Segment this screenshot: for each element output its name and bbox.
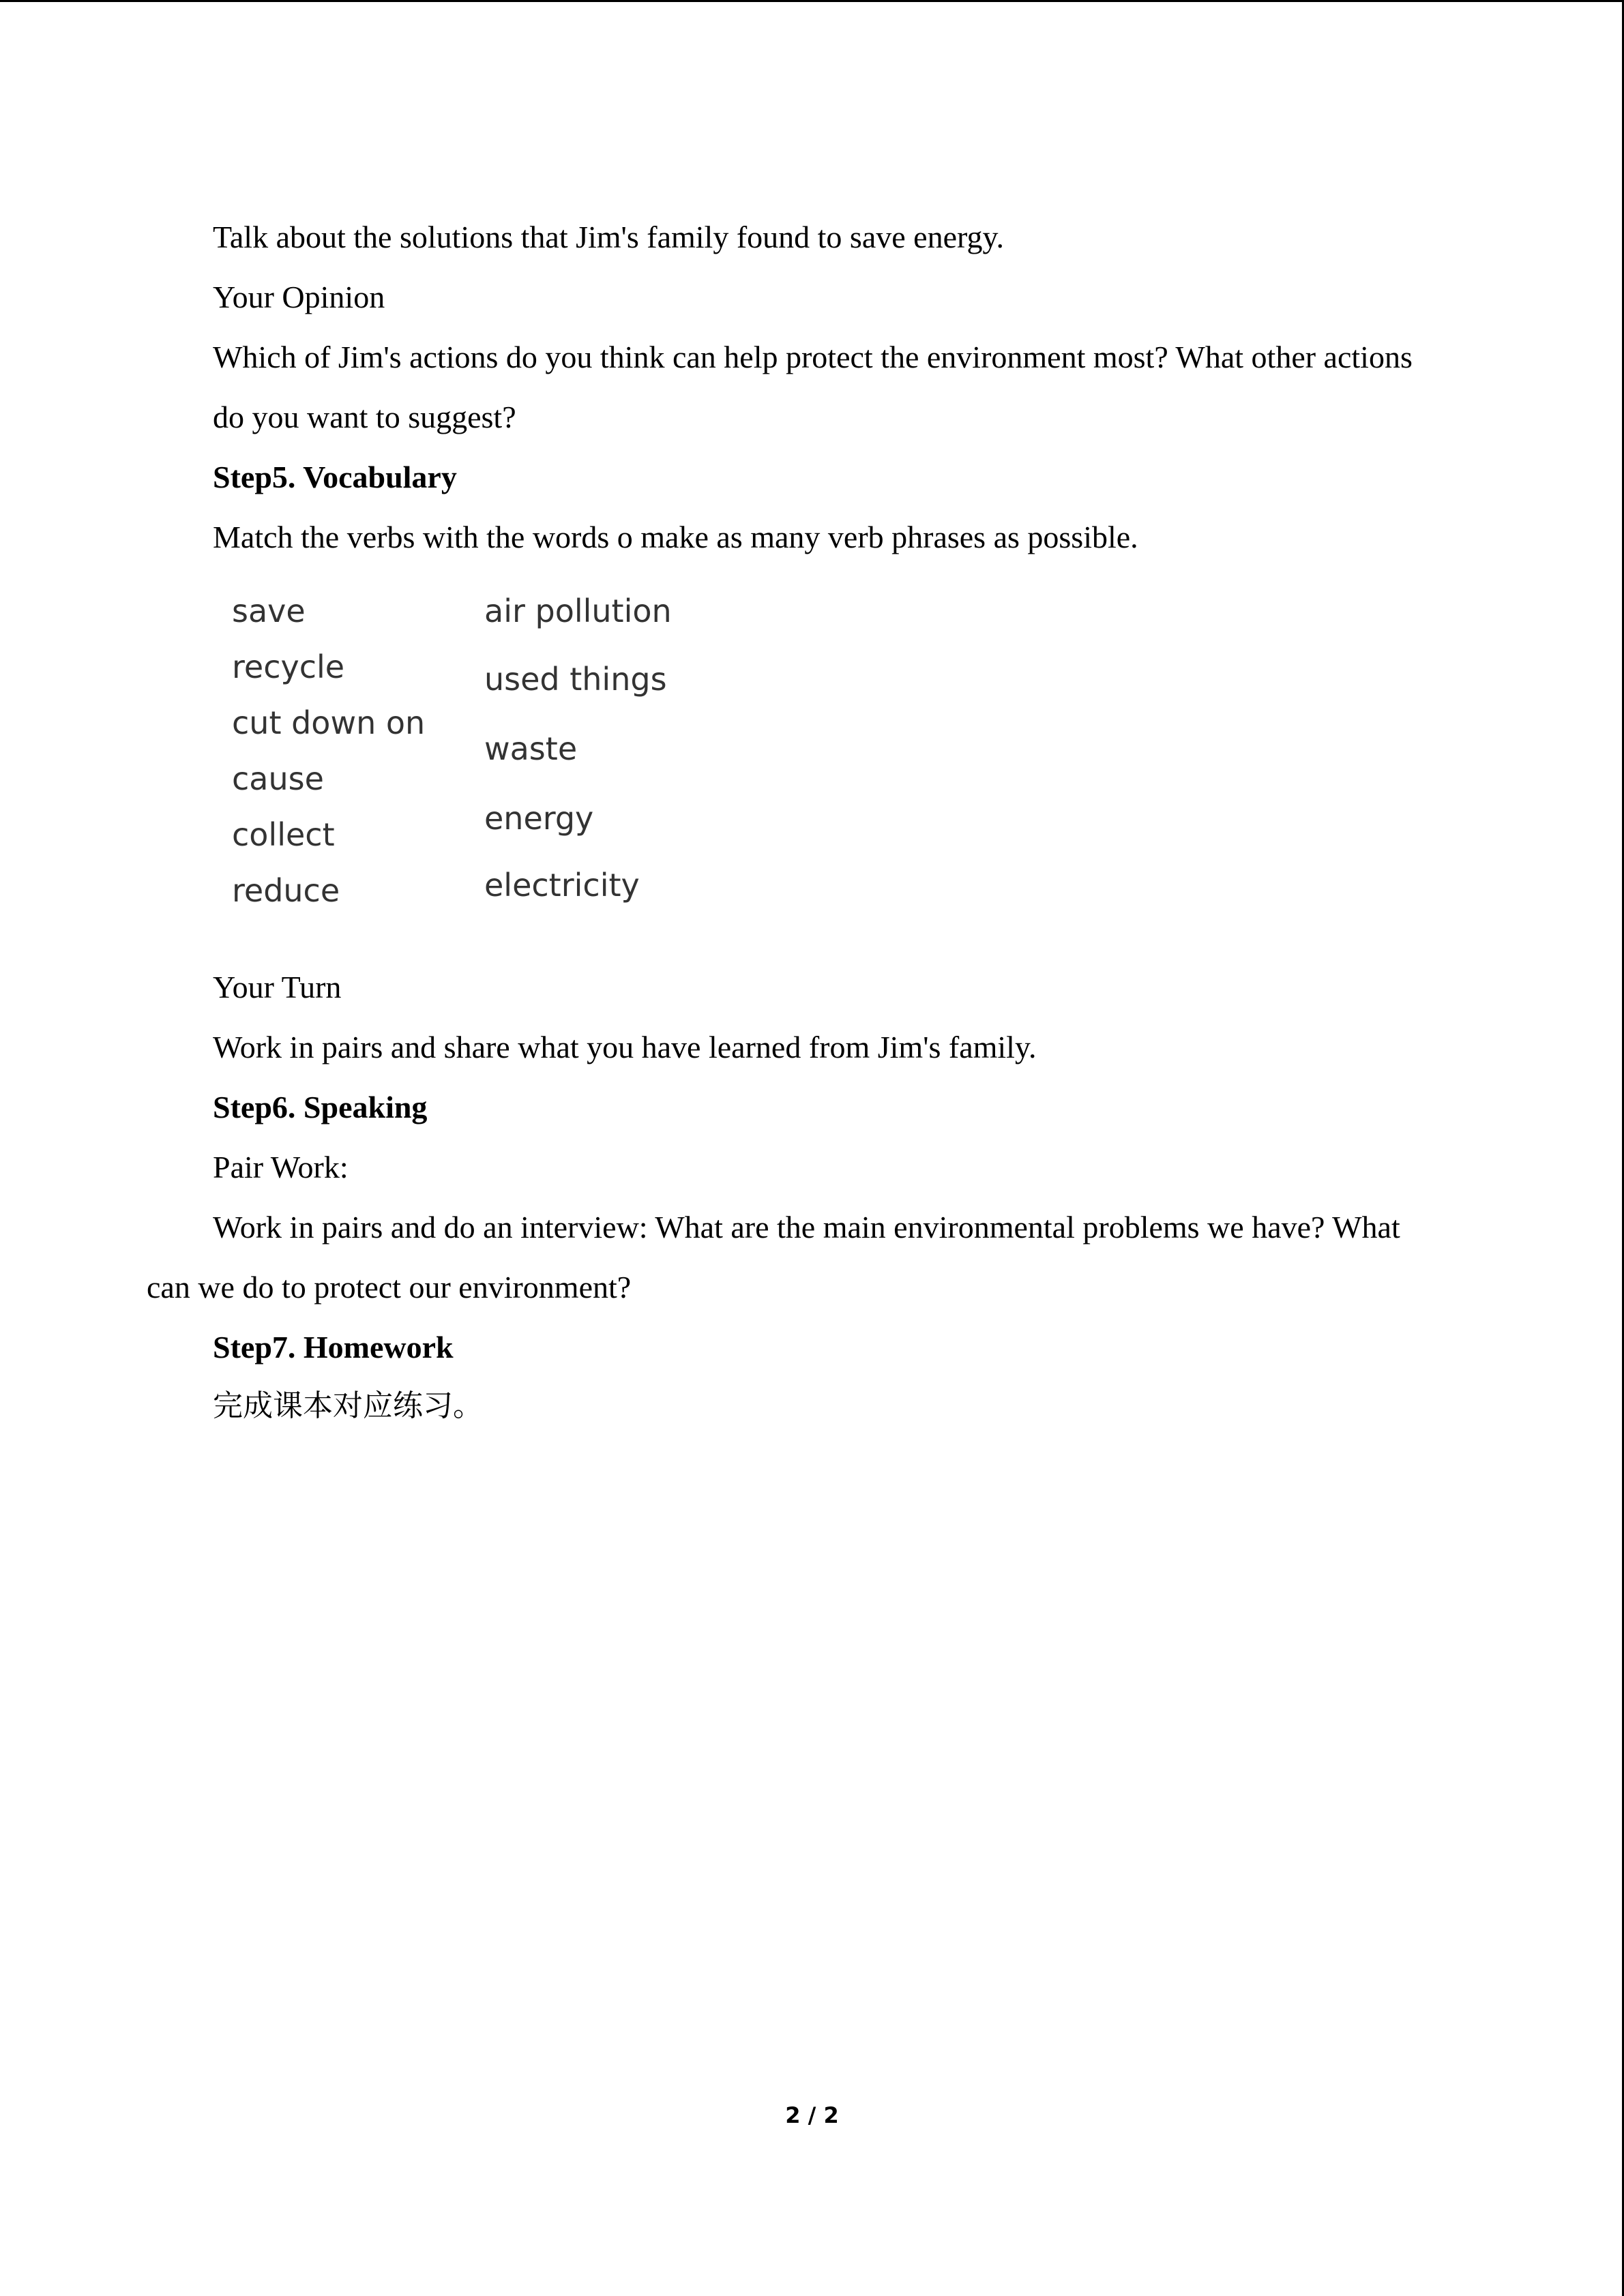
vocab-noun: used things <box>484 661 667 698</box>
vocab-noun: waste <box>484 730 578 767</box>
homework-text: 完成课本对应练习。 <box>213 1388 483 1423</box>
vocab-verb: collect <box>232 816 335 853</box>
your-turn-text: Work in pairs and share what you have learned from Jim's family. <box>213 1030 1037 1064</box>
vocab-noun: electricity <box>484 867 640 904</box>
interview-text-line-1: Work in pairs and do an interview: What are the main environmental problems we have? What <box>213 1210 1400 1244</box>
your-turn-heading: Your Turn <box>213 970 342 1004</box>
step7-heading: Step7. Homework <box>213 1330 454 1365</box>
vocab-verb: reduce <box>232 872 340 909</box>
vocab-noun: energy <box>484 800 594 837</box>
page-number: 2 / 2 <box>785 2102 839 2128</box>
vocab-verb: recycle <box>232 648 345 685</box>
vocab-verb: cause <box>232 760 324 797</box>
step5-heading: Step5. Vocabulary <box>213 460 457 494</box>
vocab-verb: save <box>232 593 306 629</box>
top-border <box>0 0 1624 2</box>
interview-text-line-2: can we do to protect our environment? <box>147 1270 632 1304</box>
opinion-heading: Your Opinion <box>213 280 385 314</box>
vocab-verb: cut down on <box>232 704 426 741</box>
talk-instruction: Talk about the solutions that Jim's family found to save energy. <box>213 220 1004 254</box>
opinion-question-line-1: Which of Jim's actions do you think can help protect the environment most? What other actions <box>213 340 1413 374</box>
step6-heading: Step6. Speaking <box>213 1090 428 1124</box>
opinion-question-line-2: do you want to suggest? <box>213 400 516 434</box>
pair-work-label: Pair Work: <box>213 1150 349 1184</box>
vocab-noun: air pollution <box>484 593 672 629</box>
match-instruction: Match the verbs with the words o make as many verb phrases as possible. <box>213 520 1138 554</box>
